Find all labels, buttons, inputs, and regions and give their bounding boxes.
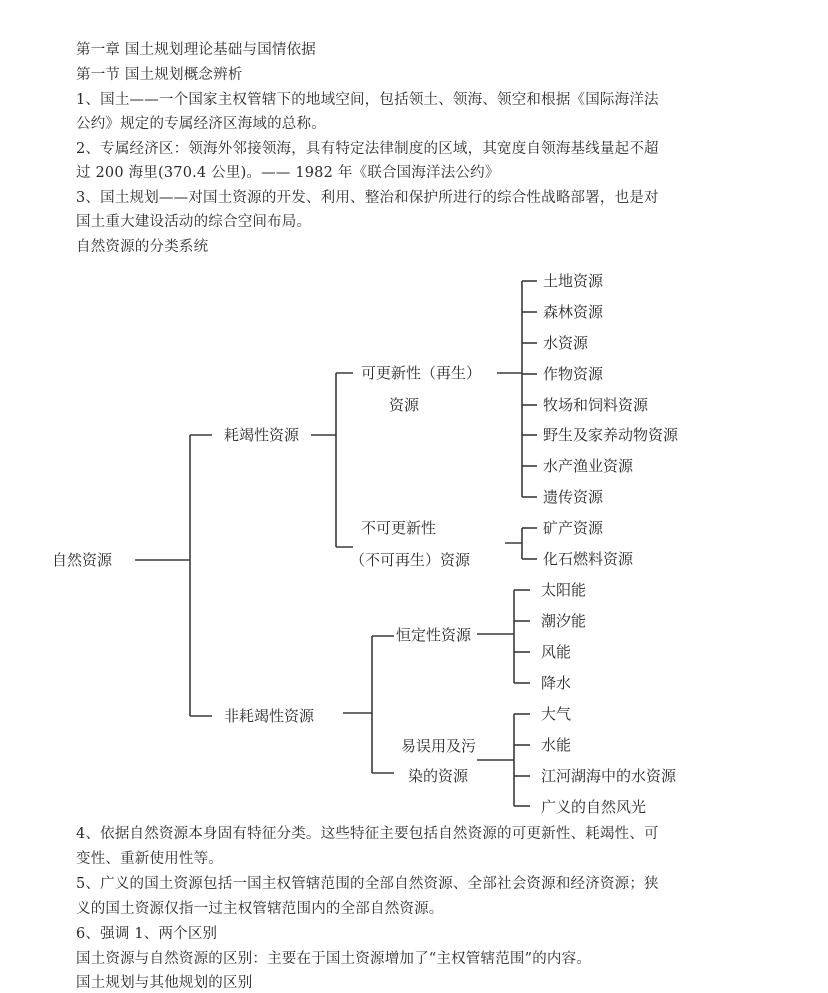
- tree-node-renewable: 资源: [389, 396, 420, 414]
- tree-node-constant: 恒定性资源: [396, 626, 472, 644]
- tree-leaf: 大气: [541, 705, 572, 723]
- tree-node-nonrenewable: 不可更新性: [361, 519, 437, 537]
- tree-node-misusable: 易误用及污: [401, 737, 477, 755]
- tree-leaf: 江河湖海中的水资源: [541, 767, 677, 785]
- tree-leaf: 牧场和饲料资源: [543, 396, 649, 414]
- paragraph-line: 过 200 海里(370.4 公里)。—— 1982 年《联合国海洋法公约》: [76, 165, 500, 181]
- tree-leaf: 水能: [541, 736, 572, 754]
- tree-leaf: 潮汐能: [541, 612, 587, 630]
- tree-leaf: 土地资源: [543, 272, 604, 290]
- paragraph-line: 2、专属经济区：领海外邻接领海，具有特定法律制度的区域，其宽度自领海基线量起不超: [76, 141, 659, 157]
- section-title: 第一节 国土规划概念辨析: [76, 67, 243, 83]
- tree-leaf: 广义的自然风光: [541, 798, 647, 816]
- tree-leaf: 水产渔业资源: [543, 457, 634, 475]
- paragraph-line: 5、广义的国土资源包括一国主权管辖范围的全部自然资源、全部社会资源和经济资源；狭: [76, 876, 659, 892]
- paragraph-line: 变性、重新使用性等。: [76, 851, 223, 867]
- tree-leaf: 降水: [541, 674, 572, 692]
- paragraph-line: 4、依据自然资源本身固有特征分类。这些特征主要包括自然资源的可更新性、耗竭性、可: [76, 826, 659, 842]
- tree-leaf: 野生及家养动物资源: [543, 426, 679, 444]
- paragraph-line: 3、国土规划——对国土资源的开发、利用、整治和保护所进行的综合性战略部署，也是对: [76, 190, 659, 206]
- tree-leaf: 太阳能: [541, 581, 587, 599]
- paragraph-line: 国土重大建设活动的综合空间布局。: [76, 214, 312, 230]
- tree-leaf: 作物资源: [543, 365, 604, 383]
- paragraph-line: 公约》规定的专属经济区海域的总称。: [76, 116, 326, 132]
- tree-root: 自然资源: [52, 551, 113, 569]
- diagram-heading: 自然资源的分类系统: [76, 239, 209, 255]
- tree-node-exhaustible: 耗竭性资源: [224, 426, 300, 444]
- tree-leaf: 矿产资源: [543, 519, 604, 537]
- tree-leaf: 风能: [541, 643, 572, 661]
- tree-node-nonrenewable: （不可再生）资源: [350, 551, 471, 569]
- tree-node-inexhaustible: 非耗竭性资源: [224, 707, 315, 725]
- paragraph-line: 6、强调 1、两个区别: [76, 926, 218, 942]
- tree-leaf: 森林资源: [543, 303, 604, 321]
- tree-leaf: 水资源: [543, 334, 589, 352]
- paragraph-line: 国土资源与自然资源的区别：主要在于国土资源增加了“主权管辖范围”的内容。: [76, 951, 592, 967]
- tree-node-renewable: 可更新性（再生）: [361, 364, 482, 382]
- tree-node-misusable: 染的资源: [408, 767, 469, 785]
- paragraph-line: 义的国土资源仅指一过主权管辖范围内的全部自然资源。: [76, 901, 444, 917]
- paragraph-line: 国土规划与其他规划的区别: [76, 975, 253, 991]
- chapter-title: 第一章 国土规划理论基础与国情依据: [76, 42, 317, 58]
- tree-leaf: 化石燃料资源: [543, 550, 634, 568]
- tree-leaf: 遗传资源: [543, 488, 604, 506]
- paragraph-line: 1、国土——一个国家主权管辖下的地域空间，包括领土、领海、领空和根据《国际海洋法: [76, 92, 659, 108]
